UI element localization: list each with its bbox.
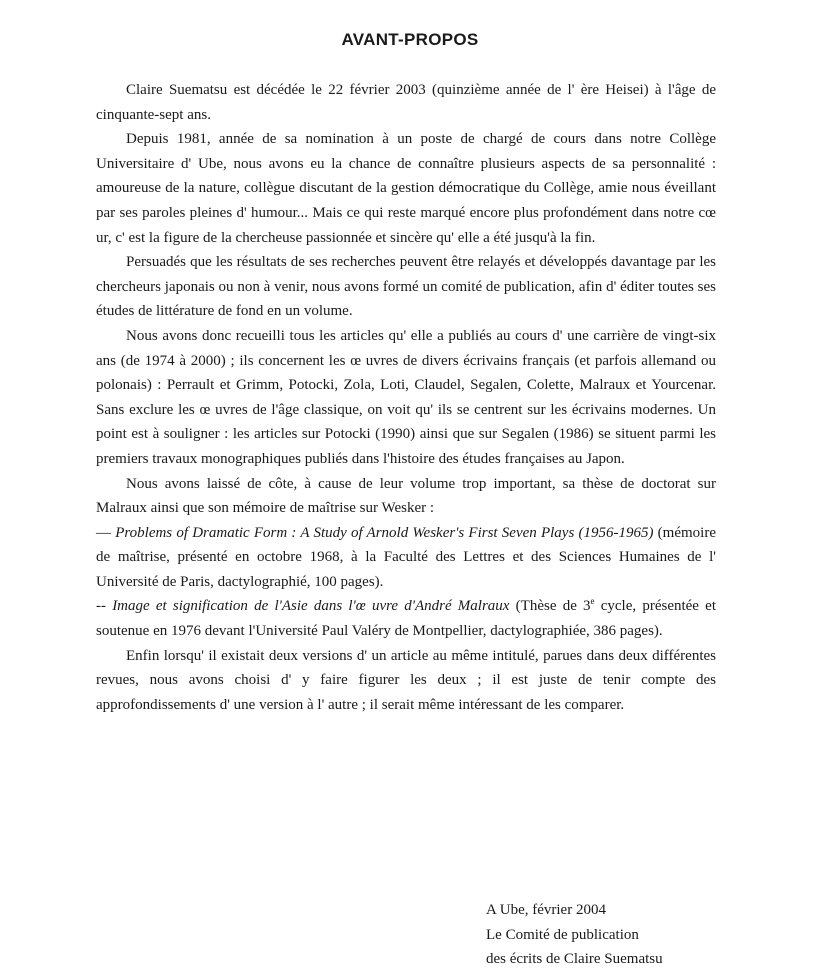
signature-committee: Le Comité de publication xyxy=(486,926,639,943)
superscript-e: e xyxy=(590,596,595,607)
paragraph-committee: Persuadés que les résultats de ses recherches peuvent être relayés et développés davantage par les chercheurs japonais ou non à venir, nous avons formé un comité de publication, afin d' éditer toutes ses études de littérature de fond en un volume. xyxy=(96,254,716,320)
list-item-wesker xyxy=(96,521,716,595)
paragraph-death-notice: Claire Suematsu est décédée le 22 février 2003 (quinzième année de l' ère Heisei) à l'âge de cinquante-sept ans. xyxy=(96,82,716,123)
paragraph-articles: Nous avons donc recueilli tous les articles qu' elle a publiés au cours d' une carrière de vingt-six ans (de 1974 à 2000) ; ils concernent les œ uvres de divers écrivains français (et parfois allemand ou polonais) : Perrault et Grimm, Potocki, Zola, Loti, Claudel, Segalen, Colette, Malraux et Yourcenar. Sans exclure les œ uvres de l'âge classique, on voit qu' ils se centrent sur les écrivains modernes. Un point est à souligner : les articles sur Potocki (1990) ainsi que sur Segalen (1986) se situent parmi les premiers travaux monographiques publiés dans l'histoire des études françaises au Japon. xyxy=(96,327,716,467)
list-dash: — xyxy=(96,524,116,541)
paragraph-excluded-works: Nous avons laissé de côte, à cause de leur volume trop important, sa thèse de doctorat sur Malraux ainsi que son mémoire de maîtrise sur Wesker : xyxy=(96,475,716,517)
list-item-malraux xyxy=(96,594,716,643)
work-title-malraux: Image et signification de l'Asie dans l'œ uvre d'André Malraux xyxy=(112,598,510,615)
paragraph-versions: Enfin lorsqu' il existait deux versions d' un article au même intitulé, parues dans deux différentes revues, nous avons choisi d' y faire figurer les deux ; il est juste de tenir compte des approfondissements d' une version à l' autre ; il serait même intéressant de les comparer. xyxy=(96,647,716,713)
signature-writings: des écrits de Claire Suematsu xyxy=(486,951,663,968)
body-text xyxy=(96,78,716,717)
work-details-wesker: (mémoire de maîtrise, présenté en octobre 1968, à la Faculté des Lettres et des Sciences Humaines de l' Université de Paris, dactylographié, 100 pages). xyxy=(96,524,716,590)
work-title-wesker: Problems of Dramatic Form : A Study of Arnold Wesker's First Seven Plays (1956-1965) xyxy=(115,524,654,541)
work-details-malraux-cont: cycle, présentée et soutenue en 1976 devant l'Université Paul Valéry de Montpellier, dactylographiée, 386 pages). xyxy=(96,598,716,640)
signature-block xyxy=(486,898,663,972)
paragraph-career: Depuis 1981, année de sa nomination à un poste de chargé de cours dans notre Collège Universitaire d' Ube, nous avons eu la chance de connaître plusieurs aspects de sa personnalité : amoureuse de la nature, collègue discutant de la gestion démocratique du Collège, amie nous éveillant par ses paroles pleines d' humour... Mais ce qui reste marqué encore plus profondément dans notre cœ ur, c' est la figure de la chercheuse passionnée et sincère qu' elle a été jusqu'à la fin. xyxy=(96,131,716,246)
list-dash: -- xyxy=(96,598,113,615)
work-details-malraux: (Thèse de 3 xyxy=(509,598,591,615)
signature-place-date: A Ube, février 2004 xyxy=(486,902,606,918)
page-title: AVANT-PROPOS xyxy=(341,30,479,49)
